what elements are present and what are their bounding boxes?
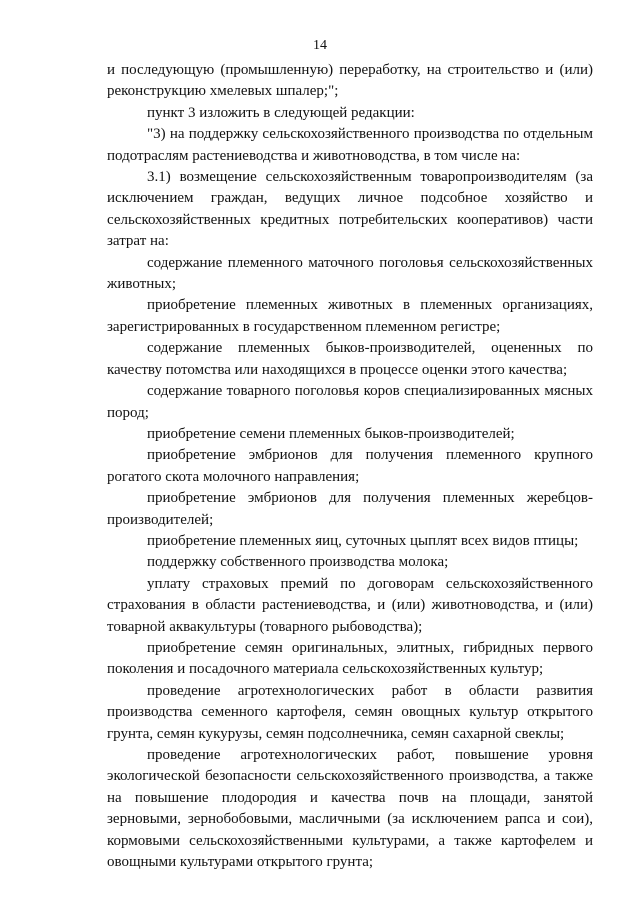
paragraph: "3) на поддержку сельскохозяйственного производства по отдельным подотраслям растениеводства и животноводства, в том числе на: bbox=[107, 126, 593, 164]
paragraph: 3.1) возмещение сельскохозяйственным товаропроизводителям (за исключением граждан, ведущих личное подсобное хозяйство и сельскохозяйственных кредитных потребительских кооперативов) части затрат на: bbox=[107, 169, 593, 250]
document-body bbox=[107, 60, 593, 873]
paragraph: приобретение эмбрионов для получения племенных жеребцов-производителей; bbox=[107, 490, 593, 528]
paragraph: приобретение семян оригинальных, элитных, гибридных первого поколения и посадочного материала сельскохозяйственных культур; bbox=[107, 639, 593, 678]
paragraph: приобретение эмбрионов для получения племенного крупного рогатого скота молочного направления; bbox=[107, 447, 593, 485]
paragraph: приобретение племенных яиц, суточных цыплят всех видов птицы; bbox=[147, 532, 579, 549]
paragraph: уплату страховых премий по договорам сельскохозяйственного страхования в области растениеводства, и (или) животноводства, и (или) товарной аквакультуры (товарного рыбоводства); bbox=[107, 575, 593, 635]
paragraph: приобретение семени племенных быков-производителей; bbox=[147, 425, 515, 442]
paragraph: содержание товарного поголовья коров специализированных мясных пород; bbox=[107, 383, 593, 421]
paragraph: проведение агротехнологических работ в области развития производства семенного картофеля, семян овощных культур открытого грунта, семян кукурузы, семян подсолнечника, семян сахарной свеклы; bbox=[107, 682, 593, 742]
paragraph: содержание племенных быков-производителей, оцененных по качеству потомства или находящихся в процессе оценки этого качества; bbox=[107, 340, 593, 378]
paragraph: содержание племенного маточного поголовья сельскохозяйственных животных; bbox=[107, 254, 593, 293]
page-number: 14 bbox=[313, 38, 327, 53]
paragraph: приобретение племенных животных в племенных организациях, зарегистрированных в государственном племенном регистре; bbox=[107, 297, 593, 335]
paragraph: и последующую (промышленную) переработку, на строительство и (или) реконструкцию хмелевых шпалер;"; bbox=[107, 62, 593, 100]
paragraph: пункт 3 изложить в следующей редакции: bbox=[147, 104, 415, 121]
paragraph: поддержку собственного производства молока; bbox=[147, 554, 449, 571]
paragraph: проведение агротехнологических работ, повышение уровня экологической безопасности сельскохозяйственного производства, а также на повышение плодородия и качества почв на площади, занятой зерновыми, зернобобовыми, масличными (за исключением рапса и сои), кормовыми сельскохозяйственными культурами, а также картофелем и овощными культурами открытого грунта; bbox=[107, 747, 593, 871]
